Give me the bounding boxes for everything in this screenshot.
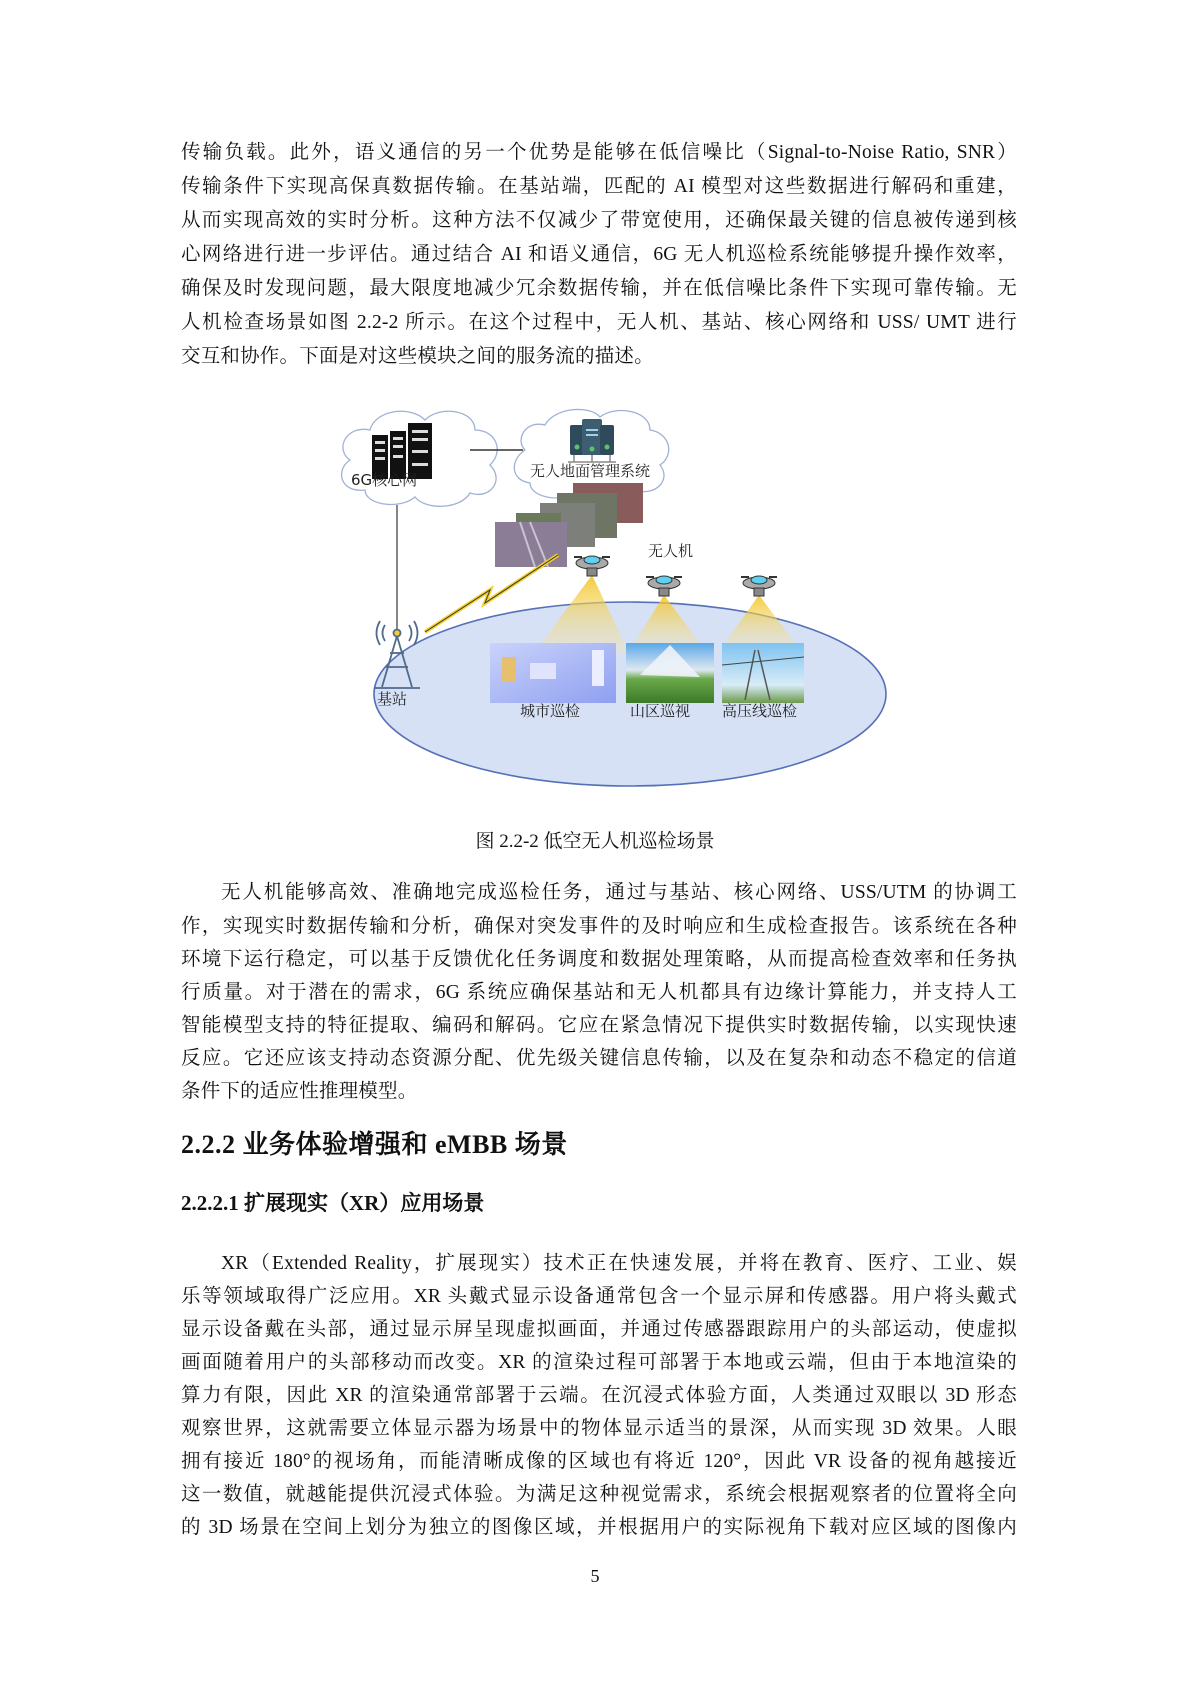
- label-drone: 无人机: [648, 542, 694, 560]
- label-base-station: 基站: [377, 690, 408, 708]
- text-line: XR（Extended Reality，扩展现实）技术正在快速发展，并将在教育、医疗、工业、娱: [221, 1253, 1017, 1274]
- label-power-line-inspection: 高压线巡检: [722, 702, 798, 720]
- text-line: 从而实现高效的实时分析。这种方法不仅减少了带宽使用，还确保最关键的信息被传递到核: [181, 210, 1017, 231]
- text-line: 乐等领域取得广泛应用。XR 头戴式显示设备通常包含一个显示屏和传感器。用户将头戴式: [181, 1286, 1017, 1307]
- label-ground-management: 无人地面管理系统: [530, 462, 651, 480]
- text-line: 拥有接近 180°的视场角，而能清晰成像的区域也有将近 120°，因此 VR 设备的视角越接近: [181, 1451, 1017, 1472]
- page-number: 5: [590, 1566, 600, 1586]
- section-heading: 2.2.2 业务体验增强和 eMBB 场景: [181, 1130, 568, 1159]
- text-line: 的 3D 场景在空间上划分为独立的图像区域，并根据用户的实际视角下载对应区域的图像内: [181, 1517, 1017, 1538]
- drone-icon: [741, 576, 777, 596]
- text-line: 智能模型支持的特征提取、编码和解码。它应在紧急情况下提供实时数据传输，以实现快速: [181, 1015, 1017, 1036]
- text-line: 心网络进行进一步评估。通过结合 AI 和语义通信，6G 无人机巡检系统能够提升操作效率，: [181, 244, 1017, 265]
- figure-caption: 图 2.2-2 低空无人机巡检场景: [475, 831, 715, 852]
- label-mountain-inspection: 山区巡视: [630, 702, 691, 720]
- text-line: 传输条件下实现高保真数据传输。在基站端，匹配的 AI 模型对这些数据进行解码和重建，: [181, 176, 1017, 197]
- subsection-heading: 2.2.2.1 扩展现实（XR）应用场景: [181, 1191, 485, 1215]
- drone-icon: [646, 576, 682, 596]
- text-line: 条件下的适应性推理模型。: [181, 1081, 418, 1102]
- text-line: 观察世界，这就需要立体显示器为场景中的物体显示适当的景深，从而实现 3D 效果。人眼: [181, 1418, 1017, 1439]
- label-core-network: 6G核心网: [351, 471, 418, 489]
- text-line: 无人机能够高效、准确地完成巡检任务，通过与基站、核心网络、USS/UTM 的协调工: [221, 882, 1017, 903]
- text-line: 这一数值，就越能提供沉浸式体验。为满足这种视觉需求，系统会根据观察者的位置将全向: [181, 1484, 1017, 1505]
- text-line: 反应。它还应该支持动态资源分配、优先级关键信息传输，以及在复杂和动态不稳定的信道: [181, 1048, 1017, 1069]
- label-city-inspection: 城市巡检: [520, 702, 581, 720]
- text-line: 算力有限，因此 XR 的渲染通常部署于云端。在沉浸式体验方面，人类通过双眼以 3D 形态: [181, 1385, 1017, 1406]
- figure-uav-inspection: [330, 405, 930, 815]
- text-line: 行质量。对于潜在的需求，6G 系统应确保基站和无人机都具有边缘计算能力，并支持人工: [181, 982, 1017, 1003]
- text-line: 环境下运行稳定，可以基于反馈优化任务调度和数据处理策略，从而提高检查效率和任务执: [181, 949, 1017, 970]
- text-line: 画面随着用户的头部移动而改变。XR 的渲染过程可部署于本地或云端，但由于本地渲染的: [181, 1352, 1017, 1373]
- video-frames-stack: [495, 483, 643, 567]
- text-line: 传输负载。此外，语义通信的另一个优势是能够在低信噪比（Signal-to-Noise Ratio, SNR）: [181, 142, 1017, 163]
- text-line: 显示设备戴在头部，通过显示屏呈现虚拟画面，并通过传感器跟踪用户的头部运动，使虚拟: [181, 1319, 1017, 1340]
- text-line: 作，实现实时数据传输和分析，确保对突发事件的及时响应和生成检查报告。该系统在各种: [181, 916, 1017, 937]
- text-line: 确保及时发现问题，最大限度地减少冗余数据传输，并在低信噪比条件下实现可靠传输。无: [181, 278, 1017, 299]
- text-line: 交互和协作。下面是对这些模块之间的服务流的描述。: [181, 346, 654, 367]
- text-line: 人机检查场景如图 2.2-2 所示。在这个过程中，无人机、基站、核心网络和 USS/ UMT 进行: [181, 312, 1017, 333]
- drone-icon: [574, 556, 610, 576]
